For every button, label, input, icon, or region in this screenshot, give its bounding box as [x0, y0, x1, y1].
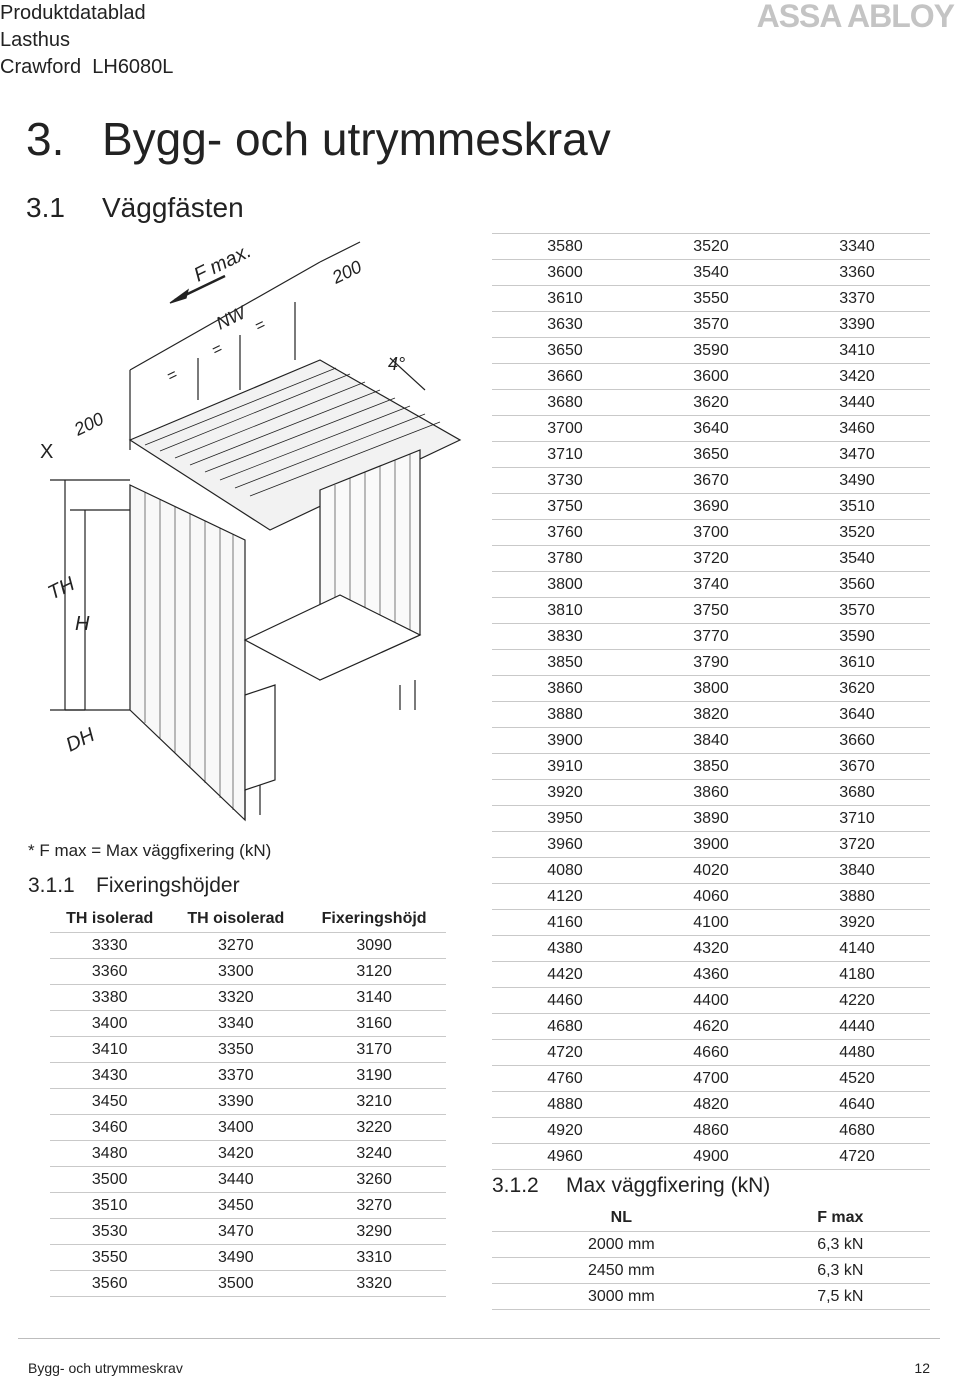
table-row — [492, 858, 930, 884]
table-cell: 3710 — [492, 442, 638, 468]
footer-section-name: Bygg- och utrymmeskrav — [28, 1360, 183, 1376]
header-doc-type: Produktdatablad — [0, 2, 146, 24]
table-row — [50, 1167, 446, 1193]
fixing-heights-number: 3.1.1 — [28, 874, 75, 897]
table-row — [492, 884, 930, 910]
table-row — [492, 260, 930, 286]
table-row — [50, 1141, 446, 1167]
table-cell: 3790 — [638, 650, 784, 676]
fmax-label: F max. — [190, 240, 255, 287]
table-cell: 4060 — [638, 884, 784, 910]
table-cell: 4720 — [492, 1040, 638, 1066]
table-cell: 3840 — [784, 858, 930, 884]
table-row — [50, 1245, 446, 1271]
table-row — [492, 1118, 930, 1144]
table-row — [492, 1144, 930, 1170]
table-cell: 3670 — [638, 468, 784, 494]
table-cell: 3270 — [302, 1193, 446, 1219]
table-row — [492, 1066, 930, 1092]
table-row — [492, 910, 930, 936]
dim-200-left-label: 200 — [70, 408, 107, 440]
table-row — [492, 468, 930, 494]
table-cell: 3470 — [169, 1219, 302, 1245]
table-row — [492, 754, 930, 780]
subsection-title: Väggfästen — [102, 192, 244, 223]
fixing-heights-heading — [28, 874, 240, 898]
table-cell: 3420 — [784, 364, 930, 390]
table-row — [50, 1219, 446, 1245]
table-cell: 3160 — [302, 1011, 446, 1037]
table-cell: 4140 — [784, 936, 930, 962]
table-row — [50, 933, 446, 959]
table-cell: 3310 — [302, 1245, 446, 1271]
table-cell: 4820 — [638, 1092, 784, 1118]
table-row — [492, 1092, 930, 1118]
table-cell: 3700 — [638, 520, 784, 546]
table-row — [492, 650, 930, 676]
table-cell: 3400 — [50, 1011, 169, 1037]
table-cell: 3550 — [638, 286, 784, 312]
table-cell: 3620 — [638, 390, 784, 416]
table-cell: 3680 — [784, 780, 930, 806]
max-fixing-title: Max väggfixering (kN) — [566, 1174, 771, 1197]
assa-abloy-logo: ASSA ABLOY — [756, 0, 954, 34]
table-row — [50, 1115, 446, 1141]
table-cell: 4160 — [492, 910, 638, 936]
table-row — [492, 1258, 930, 1284]
footer-divider — [18, 1338, 940, 1339]
table-cell: 3340 — [784, 234, 930, 260]
table-cell: 3660 — [784, 728, 930, 754]
table-cell: 3510 — [50, 1193, 169, 1219]
table-cell: 3480 — [50, 1141, 169, 1167]
table-cell: 3390 — [169, 1089, 302, 1115]
table-header-row — [50, 906, 446, 933]
side-wall-left — [130, 485, 245, 820]
table-cell: 3370 — [169, 1063, 302, 1089]
fixing-heights-table-right — [492, 233, 930, 1170]
table-cell: 3670 — [784, 754, 930, 780]
table-cell: 3700 — [492, 416, 638, 442]
table-cell: 3420 — [169, 1141, 302, 1167]
table-cell: 3730 — [492, 468, 638, 494]
table-row — [492, 988, 930, 1014]
table-row — [492, 520, 930, 546]
table-row — [50, 985, 446, 1011]
table-cell: 3120 — [302, 959, 446, 985]
table-cell: 3510 — [784, 494, 930, 520]
table-cell: 3750 — [492, 494, 638, 520]
table-cell: 3650 — [492, 338, 638, 364]
table-cell: 3360 — [784, 260, 930, 286]
table-cell: 3830 — [492, 624, 638, 650]
dim-200-top-label: 200 — [328, 256, 365, 288]
table-cell: 3490 — [169, 1245, 302, 1271]
table-cell: 3860 — [492, 676, 638, 702]
h-label: H — [75, 613, 90, 635]
fmax-footnote: * F max = Max väggfixering (kN) — [28, 841, 272, 860]
table-cell: 3580 — [492, 234, 638, 260]
table-cell: 3500 — [50, 1167, 169, 1193]
equal-mark-1: = — [164, 366, 181, 386]
table-cell: 3350 — [169, 1037, 302, 1063]
table-row — [492, 1284, 930, 1310]
table-cell: 3520 — [638, 234, 784, 260]
table-cell: 3600 — [638, 364, 784, 390]
table-cell: 3450 — [169, 1193, 302, 1219]
table-cell: 3290 — [302, 1219, 446, 1245]
table-cell: 4220 — [784, 988, 930, 1014]
table-row — [50, 959, 446, 985]
table-cell: 3850 — [638, 754, 784, 780]
table-row — [50, 1089, 446, 1115]
table-cell: 3380 — [50, 985, 169, 1011]
table-cell: 3880 — [784, 884, 930, 910]
table-row — [492, 546, 930, 572]
table-cell: 4480 — [784, 1040, 930, 1066]
table-cell: 3500 — [169, 1271, 302, 1297]
table-cell: 4420 — [492, 962, 638, 988]
th-label: TH — [44, 573, 79, 605]
table-cell: 3000 mm — [492, 1284, 751, 1310]
fmax-arrowhead — [170, 290, 188, 303]
table-cell: 4860 — [638, 1118, 784, 1144]
table-row — [492, 832, 930, 858]
table-cell: 3760 — [492, 520, 638, 546]
table-row — [492, 624, 930, 650]
table-cell: 3850 — [492, 650, 638, 676]
table-cell: 4120 — [492, 884, 638, 910]
table-cell: 4180 — [784, 962, 930, 988]
max-fixing-number: 3.1.2 — [492, 1174, 539, 1197]
table-cell: 3600 — [492, 260, 638, 286]
table-cell: 3340 — [169, 1011, 302, 1037]
table-cell: 3710 — [784, 806, 930, 832]
table-row — [492, 962, 930, 988]
table-cell: 4680 — [784, 1118, 930, 1144]
table-cell: 3750 — [638, 598, 784, 624]
table-cell: 3460 — [50, 1115, 169, 1141]
table-row — [492, 338, 930, 364]
table-row — [492, 390, 930, 416]
table-cell: 3560 — [784, 572, 930, 598]
table-cell: 3530 — [50, 1219, 169, 1245]
document-header — [0, 0, 173, 81]
table-cell: 3770 — [638, 624, 784, 650]
table-cell: 4880 — [492, 1092, 638, 1118]
header-product-group: Lasthus — [0, 29, 71, 51]
table-cell: 4700 — [638, 1066, 784, 1092]
table-row — [492, 780, 930, 806]
table-cell: 3650 — [638, 442, 784, 468]
table-row — [492, 702, 930, 728]
table-cell: 3390 — [784, 312, 930, 338]
col-header-fmax: F max — [751, 1205, 930, 1232]
table-cell: 4680 — [492, 1014, 638, 1040]
table-cell: 3260 — [302, 1167, 446, 1193]
section-title: Bygg- och utrymmeskrav — [102, 113, 611, 165]
table-cell: 3190 — [302, 1063, 446, 1089]
front-post — [245, 685, 275, 790]
table-cell: 6,3 kN — [751, 1258, 930, 1284]
table-row — [50, 1271, 446, 1297]
fixing-heights-table-left — [50, 906, 446, 1297]
table-cell: 7,5 kN — [751, 1284, 930, 1310]
table-cell: 3590 — [784, 624, 930, 650]
table-cell: 4080 — [492, 858, 638, 884]
max-fixing-table — [492, 1205, 930, 1310]
table-cell: 3880 — [492, 702, 638, 728]
table-cell: 3960 — [492, 832, 638, 858]
table-cell: 3860 — [638, 780, 784, 806]
section-heading — [26, 112, 611, 166]
table-cell: 4020 — [638, 858, 784, 884]
table-cell: 3220 — [302, 1115, 446, 1141]
table-cell: 3820 — [638, 702, 784, 728]
header-product-model: Crawford LH6080L — [0, 56, 174, 78]
table-cell: 4360 — [638, 962, 784, 988]
table-cell: 3170 — [302, 1037, 446, 1063]
table-cell: 3470 — [784, 442, 930, 468]
table-cell: 3540 — [638, 260, 784, 286]
table-cell: 4640 — [784, 1092, 930, 1118]
table-cell: 3400 — [169, 1115, 302, 1141]
table-row — [492, 494, 930, 520]
table-cell: 3660 — [492, 364, 638, 390]
table-cell: 4380 — [492, 936, 638, 962]
table-row — [492, 364, 930, 390]
table-row — [492, 1014, 930, 1040]
max-fixing-heading — [492, 1174, 770, 1198]
table-cell: 3140 — [302, 985, 446, 1011]
table-cell: 3540 — [784, 546, 930, 572]
table-cell: 3440 — [784, 390, 930, 416]
table-row — [50, 1193, 446, 1219]
table-cell: 4100 — [638, 910, 784, 936]
table-cell: 3690 — [638, 494, 784, 520]
table-cell: 3720 — [638, 546, 784, 572]
table-cell: 3800 — [492, 572, 638, 598]
table-cell: 3610 — [784, 650, 930, 676]
page-number: 12 — [914, 1360, 930, 1376]
table-cell: 4320 — [638, 936, 784, 962]
fixing-heights-title: Fixeringshöjder — [96, 874, 240, 897]
table-cell: 3300 — [169, 959, 302, 985]
table-row — [492, 598, 930, 624]
table-cell: 3090 — [302, 933, 446, 959]
table-cell: 3440 — [169, 1167, 302, 1193]
table-row — [492, 442, 930, 468]
table-cell: 3720 — [784, 832, 930, 858]
nw-label: NW — [212, 302, 249, 334]
table-row — [492, 286, 930, 312]
table-cell: 4660 — [638, 1040, 784, 1066]
table-row — [492, 416, 930, 442]
table-cell: 3890 — [638, 806, 784, 832]
table-row — [492, 312, 930, 338]
table-row — [492, 806, 930, 832]
table-cell: 3520 — [784, 520, 930, 546]
table-cell: 4900 — [638, 1144, 784, 1170]
table-cell: 3840 — [638, 728, 784, 754]
table-header-row — [492, 1205, 930, 1232]
subsection-number: 3.1 — [26, 192, 65, 223]
table-cell: 3570 — [638, 312, 784, 338]
table-row — [492, 1232, 930, 1258]
shelter-diagram — [20, 240, 470, 830]
table-cell: 3430 — [50, 1063, 169, 1089]
table-cell: 4400 — [638, 988, 784, 1014]
table-cell: 3320 — [302, 1271, 446, 1297]
table-cell: 3560 — [50, 1271, 169, 1297]
table-cell: 3630 — [492, 312, 638, 338]
table-cell: 3410 — [784, 338, 930, 364]
table-cell: 3360 — [50, 959, 169, 985]
col-header-fixing-height: Fixeringshöjd — [302, 906, 446, 933]
table-cell: 3920 — [784, 910, 930, 936]
table-cell: 3900 — [492, 728, 638, 754]
equal-mark-2: = — [209, 340, 226, 360]
table-cell: 3330 — [50, 933, 169, 959]
table-cell: 3810 — [492, 598, 638, 624]
table-cell: 3920 — [492, 780, 638, 806]
table-cell: 2000 mm — [492, 1232, 751, 1258]
table-cell: 3550 — [50, 1245, 169, 1271]
table-cell: 4440 — [784, 1014, 930, 1040]
table-cell: 2450 mm — [492, 1258, 751, 1284]
table-cell: 3370 — [784, 286, 930, 312]
table-row — [492, 572, 930, 598]
table-cell: 3450 — [50, 1089, 169, 1115]
table-cell: 3950 — [492, 806, 638, 832]
table-row — [492, 234, 930, 260]
table-row — [50, 1037, 446, 1063]
table-cell: 3640 — [638, 416, 784, 442]
table-cell: 4920 — [492, 1118, 638, 1144]
table-row — [50, 1011, 446, 1037]
table-cell: 3740 — [638, 572, 784, 598]
detail-x-label: X — [40, 441, 54, 463]
table-row — [50, 1063, 446, 1089]
angle-label: 4° — [388, 354, 406, 374]
table-cell: 4760 — [492, 1066, 638, 1092]
col-header-nl: NL — [492, 1205, 751, 1232]
table-cell: 3680 — [492, 390, 638, 416]
table-row — [492, 936, 930, 962]
subsection-heading — [26, 192, 244, 224]
table-row — [492, 728, 930, 754]
table-cell: 3640 — [784, 702, 930, 728]
table-cell: 4720 — [784, 1144, 930, 1170]
table-cell: 4460 — [492, 988, 638, 1014]
table-cell: 3610 — [492, 286, 638, 312]
table-cell: 6,3 kN — [751, 1232, 930, 1258]
table-cell: 3490 — [784, 468, 930, 494]
table-cell: 3410 — [50, 1037, 169, 1063]
table-cell: 4620 — [638, 1014, 784, 1040]
table-cell: 3780 — [492, 546, 638, 572]
table-cell: 4520 — [784, 1066, 930, 1092]
section-number: 3. — [26, 113, 65, 165]
table-cell: 3620 — [784, 676, 930, 702]
dh-label: DH — [62, 724, 99, 757]
table-cell: 3210 — [302, 1089, 446, 1115]
table-cell: 3910 — [492, 754, 638, 780]
table-cell: 3320 — [169, 985, 302, 1011]
table-cell: 4960 — [492, 1144, 638, 1170]
table-cell: 3900 — [638, 832, 784, 858]
table-cell: 3570 — [784, 598, 930, 624]
col-header-th-insulated: TH isolerad — [50, 906, 169, 933]
table-cell: 3590 — [638, 338, 784, 364]
table-cell: 3240 — [302, 1141, 446, 1167]
col-header-th-uninsulated: TH oisolerad — [169, 906, 302, 933]
table-cell: 3460 — [784, 416, 930, 442]
table-row — [492, 676, 930, 702]
table-cell: 3270 — [169, 933, 302, 959]
table-cell: 3800 — [638, 676, 784, 702]
equal-mark-3: = — [252, 316, 269, 336]
table-row — [492, 1040, 930, 1066]
